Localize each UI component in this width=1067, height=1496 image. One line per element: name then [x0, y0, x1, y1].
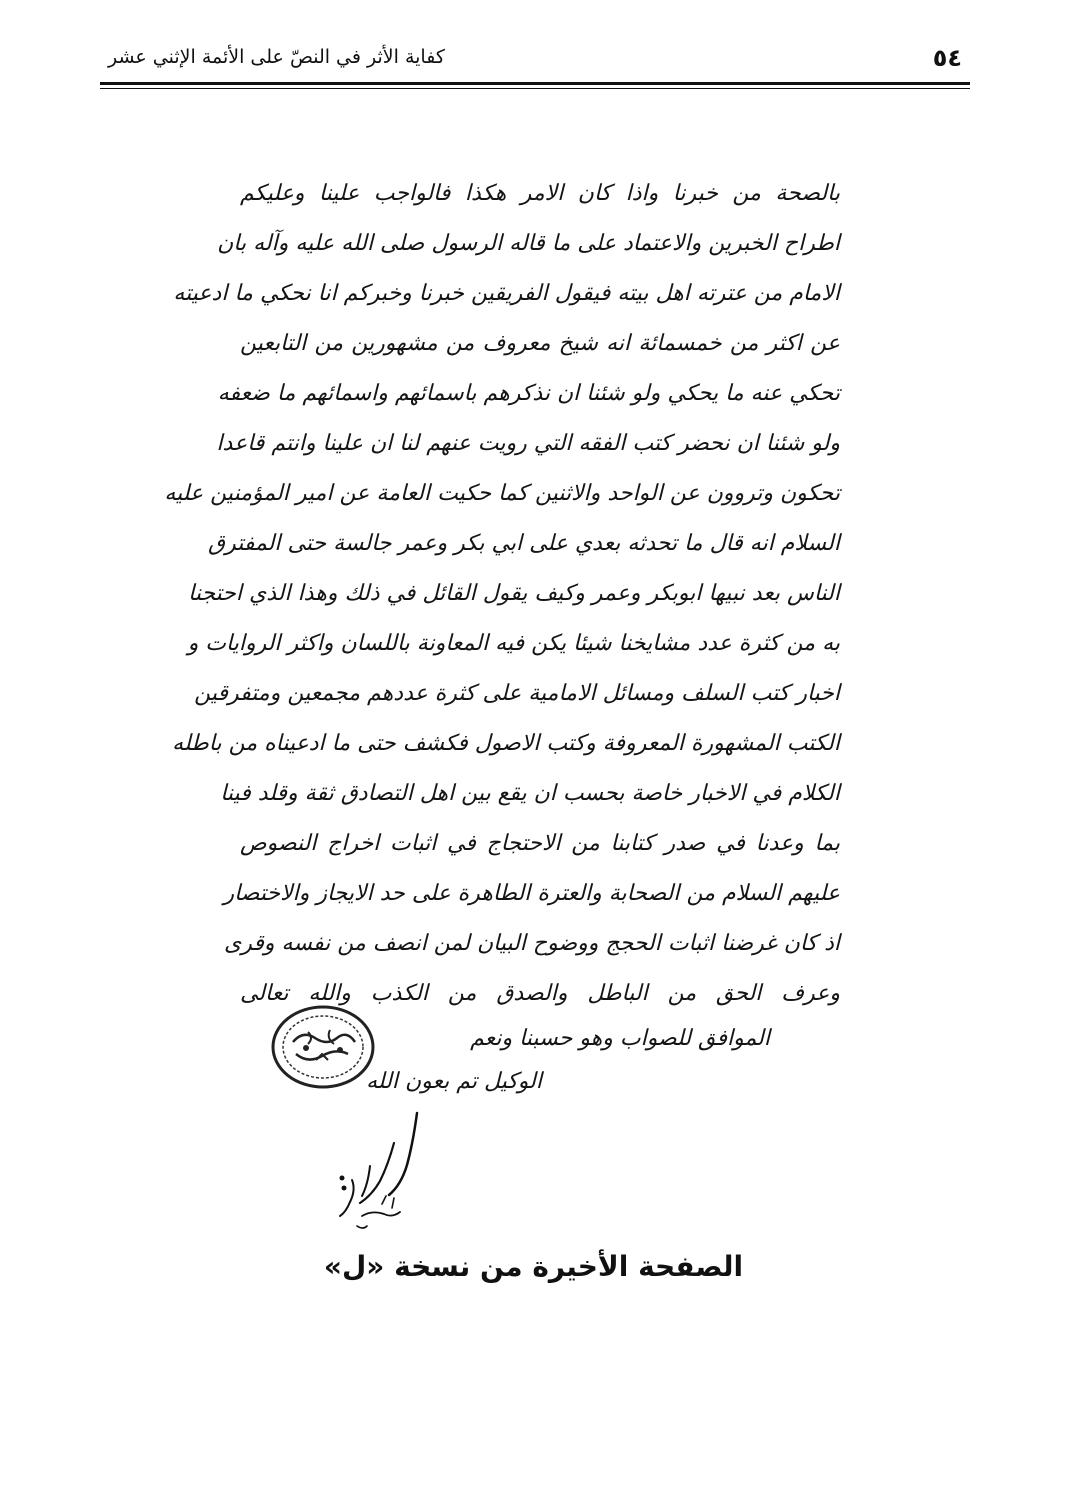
book-title: كفاية الأثر في النصّ على الأئمة الإثني عشر [108, 46, 445, 68]
manuscript-line: ولو شئنا ان نحضر كتب الفقه التي رويت عنهم لنا ان علينا وانتم قاعدا [216, 431, 840, 456]
manuscript-line: اخبار كتب السلف ومسائل الامامية على كثرة عددهم مجمعين ومتفرقين [194, 681, 840, 706]
signature [322, 1108, 442, 1238]
manuscript-line: اطراح الخبرين والاعتماد على ما قاله الرسول صلى الله عليه وآله بان [217, 231, 840, 256]
manuscript-line: وعرف الحق من الباطل والصدق من الكذب والله تعالى [240, 981, 840, 1006]
header-rule-thin [100, 88, 970, 89]
manuscript-line: بالصحة من خبرنا واذا كان الامر هكذا فالواجب علينا وعليكم [240, 181, 840, 206]
manuscript-line: بما وعدنا في صدر كتابنا من الاحتجاج في اثبات اخراج النصوص [240, 831, 840, 856]
manuscript-line: الناس بعد نبيها ابوبكر وعمر وكيف يقول القائل في ذلك وهذا الذي احتجنا [188, 581, 840, 606]
manuscript-line: تحكون وتروون عن الواحد والاثنين كما حكيت العامة عن امير المؤمنين عليه [164, 481, 840, 506]
manuscript-line: الموافق للصواب وهو حسبنا ونعم [470, 1026, 770, 1051]
manuscript-line: عن اكثر من خمسمائة انه شيخ معروف من مشهورين من التابعين [240, 331, 840, 356]
manuscript-line: به من كثرة عدد مشايخنا شيئا يكن فيه المعاونة باللسان واكثر الروايات و [187, 631, 840, 656]
manuscript-line: السلام انه قال ما تحدثه بعدي على ابي بكر وعمر جالسة حتى المفترق [208, 531, 840, 556]
manuscript-page [164, 172, 840, 1052]
figure-caption: الصفحة الأخيرة من نسخة «ل» [323, 1250, 744, 1283]
page-number: ٥٤ [932, 44, 962, 72]
page-header [100, 34, 970, 84]
manuscript-line: الوكيل تم بعون الله [366, 1069, 542, 1094]
manuscript-line: الكلام في الاخبار خاصة بحسب ان يقع بين اهل التصادق ثقة وقلد فينا [220, 781, 840, 806]
manuscript-line: اذ كان غرضنا اثبات الحجج ووضوح البيان لمن انصف من نفسه وقرى [224, 931, 840, 956]
manuscript-line: عليهم السلام من الصحابة والعترة الطاهرة على حد الايجاز والاختصار [223, 881, 840, 906]
manuscript-line: الكتب المشهورة المعروفة وكتب الاصول فكشف حتى ما ادعيناه من باطله [172, 731, 840, 756]
seal-stamp [268, 1002, 378, 1092]
manuscript-line: تحكي عنه ما يحكي ولو شئنا ان نذكرهم باسمائهم واسمائهم ما ضعفه [217, 381, 840, 406]
header-rule-thick [100, 82, 970, 85]
manuscript-line: الامام من عترته اهل بيته فيقول الفريقين خبرنا وخبركم انا نحكي ما ادعيته [173, 281, 840, 306]
